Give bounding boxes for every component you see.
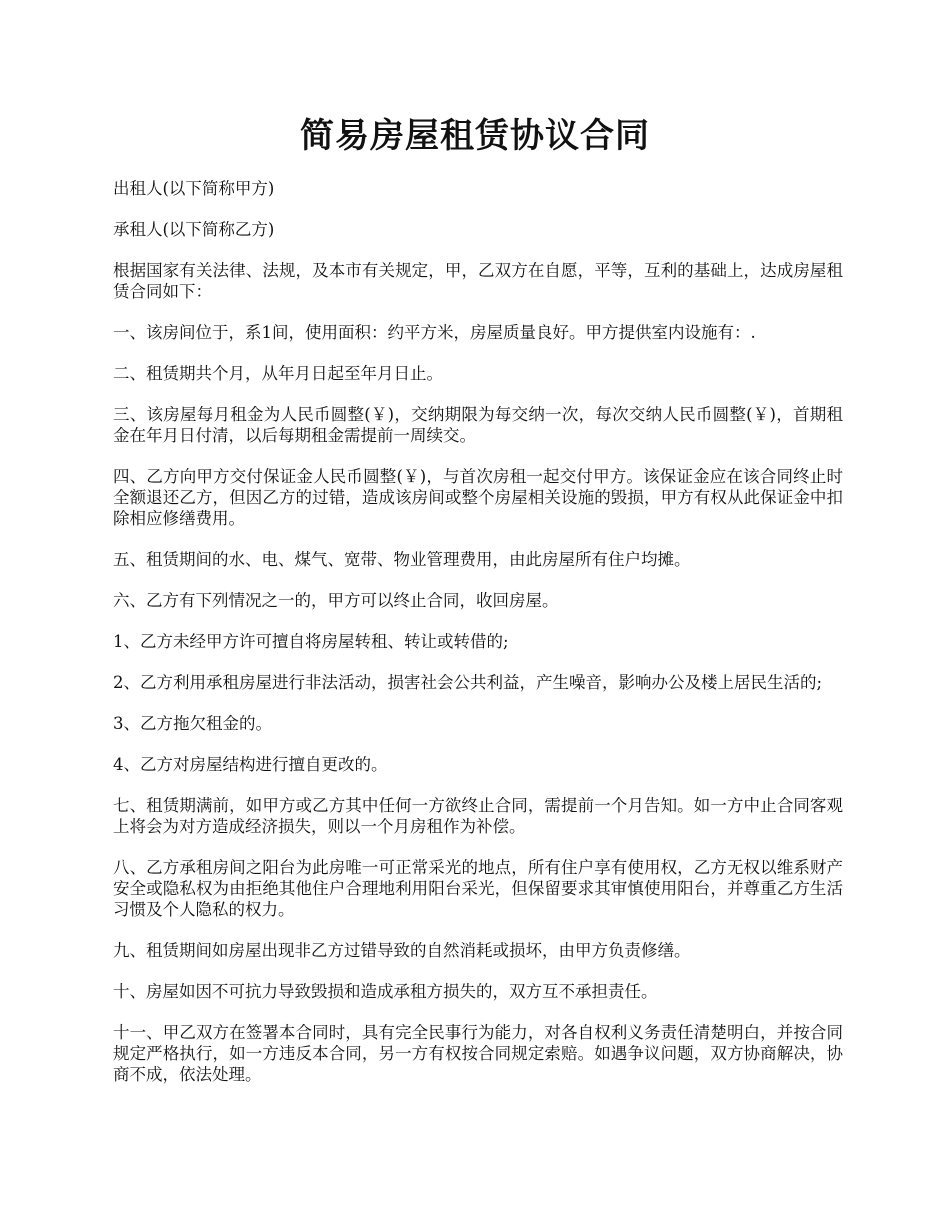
clause-8: 八、乙方承租房间之阳台为此房唯一可正常采光的地点，所有住户享有使用权，乙方无权以维系财产安全或隐私权为由拒绝其他住户合理地利用阳台采光，但保留要求其审慎使用阳台，并尊重乙方生活习惯及个人隐私的权力。 xyxy=(113,858,843,919)
clause-6-item-3: 3、乙方拖欠租金的。 xyxy=(113,714,272,733)
party-b-line: 承租人(以下简称乙方) xyxy=(113,220,275,239)
clause-6-item-2: 2、乙方利用承租房屋进行非法活动，损害社会公共利益，产生噪音，影响办公及楼上居民生活的; xyxy=(113,673,823,692)
document-title: 简易房屋租赁协议合同 xyxy=(300,116,650,156)
party-a-line: 出租人(以下简称甲方) xyxy=(113,179,275,198)
clause-11: 十一、甲乙双方在签署本合同时，具有完全民事行为能力，对各自权利义务责任清楚明白，并按合同规定严格执行，如一方违反本合同，另一方有权按合同规定索赔。如遇争议问题，双方协商解决，协商不成，依法处理。 xyxy=(113,1023,843,1084)
clause-10: 十、房屋如因不可抗力导致毁损和造成承租方损失的，双方互不承担责任。 xyxy=(113,982,658,1001)
clause-3: 三、该房屋每月租金为人民币圆整(￥)，交纳期限为每交纳一次，每次交纳人民币圆整(￥)，首期租金在年月日付清，以后每期租金需提前一周续交。 xyxy=(113,405,843,445)
preamble: 根据国家有关法律、法规，及本市有关规定，甲，乙双方在自愿，平等，互利的基础上，达成房屋租赁合同如下： xyxy=(113,261,843,301)
clause-2: 二、租赁期共个月，从年月日起至年月日止。 xyxy=(113,364,443,383)
clause-1: 一、该房间位于，系1间，使用面积：约平方米，房屋质量良好。甲方提供室内设施有：. xyxy=(113,323,756,342)
clause-6: 六、乙方有下列情况之一的，甲方可以终止合同，收回房屋。 xyxy=(113,591,559,610)
clause-6-item-1: 1、乙方未经甲方许可擅自将房屋转租、转让或转借的; xyxy=(113,632,509,651)
clause-9: 九、租赁期间如房屋出现非乙方过错导致的自然消耗或损坏，由甲方负责修缮。 xyxy=(113,941,691,960)
clause-4: 四、乙方向甲方交付保证金人民币圆整(￥)，与首次房租一起交付甲方。该保证金应在该合同终止时全额退还乙方，但因乙方的过错，造成该房间或整个房屋相关设施的毁损，甲方有权从此保证金中扣除相应修缮费用。 xyxy=(113,467,843,528)
clause-5: 五、租赁期间的水、电、煤气、宽带、物业管理费用，由此房屋所有住户均摊。 xyxy=(113,550,691,569)
clause-7: 七、租赁期满前，如甲方或乙方其中任何一方欲终止合同，需提前一个月告知。如一方中止合同客观上将会为对方造成经济损失，则以一个月房租作为补偿。 xyxy=(113,796,843,836)
document-body xyxy=(113,178,843,1105)
clause-6-item-4: 4、乙方对房屋结构进行擅自更改的。 xyxy=(113,755,388,774)
